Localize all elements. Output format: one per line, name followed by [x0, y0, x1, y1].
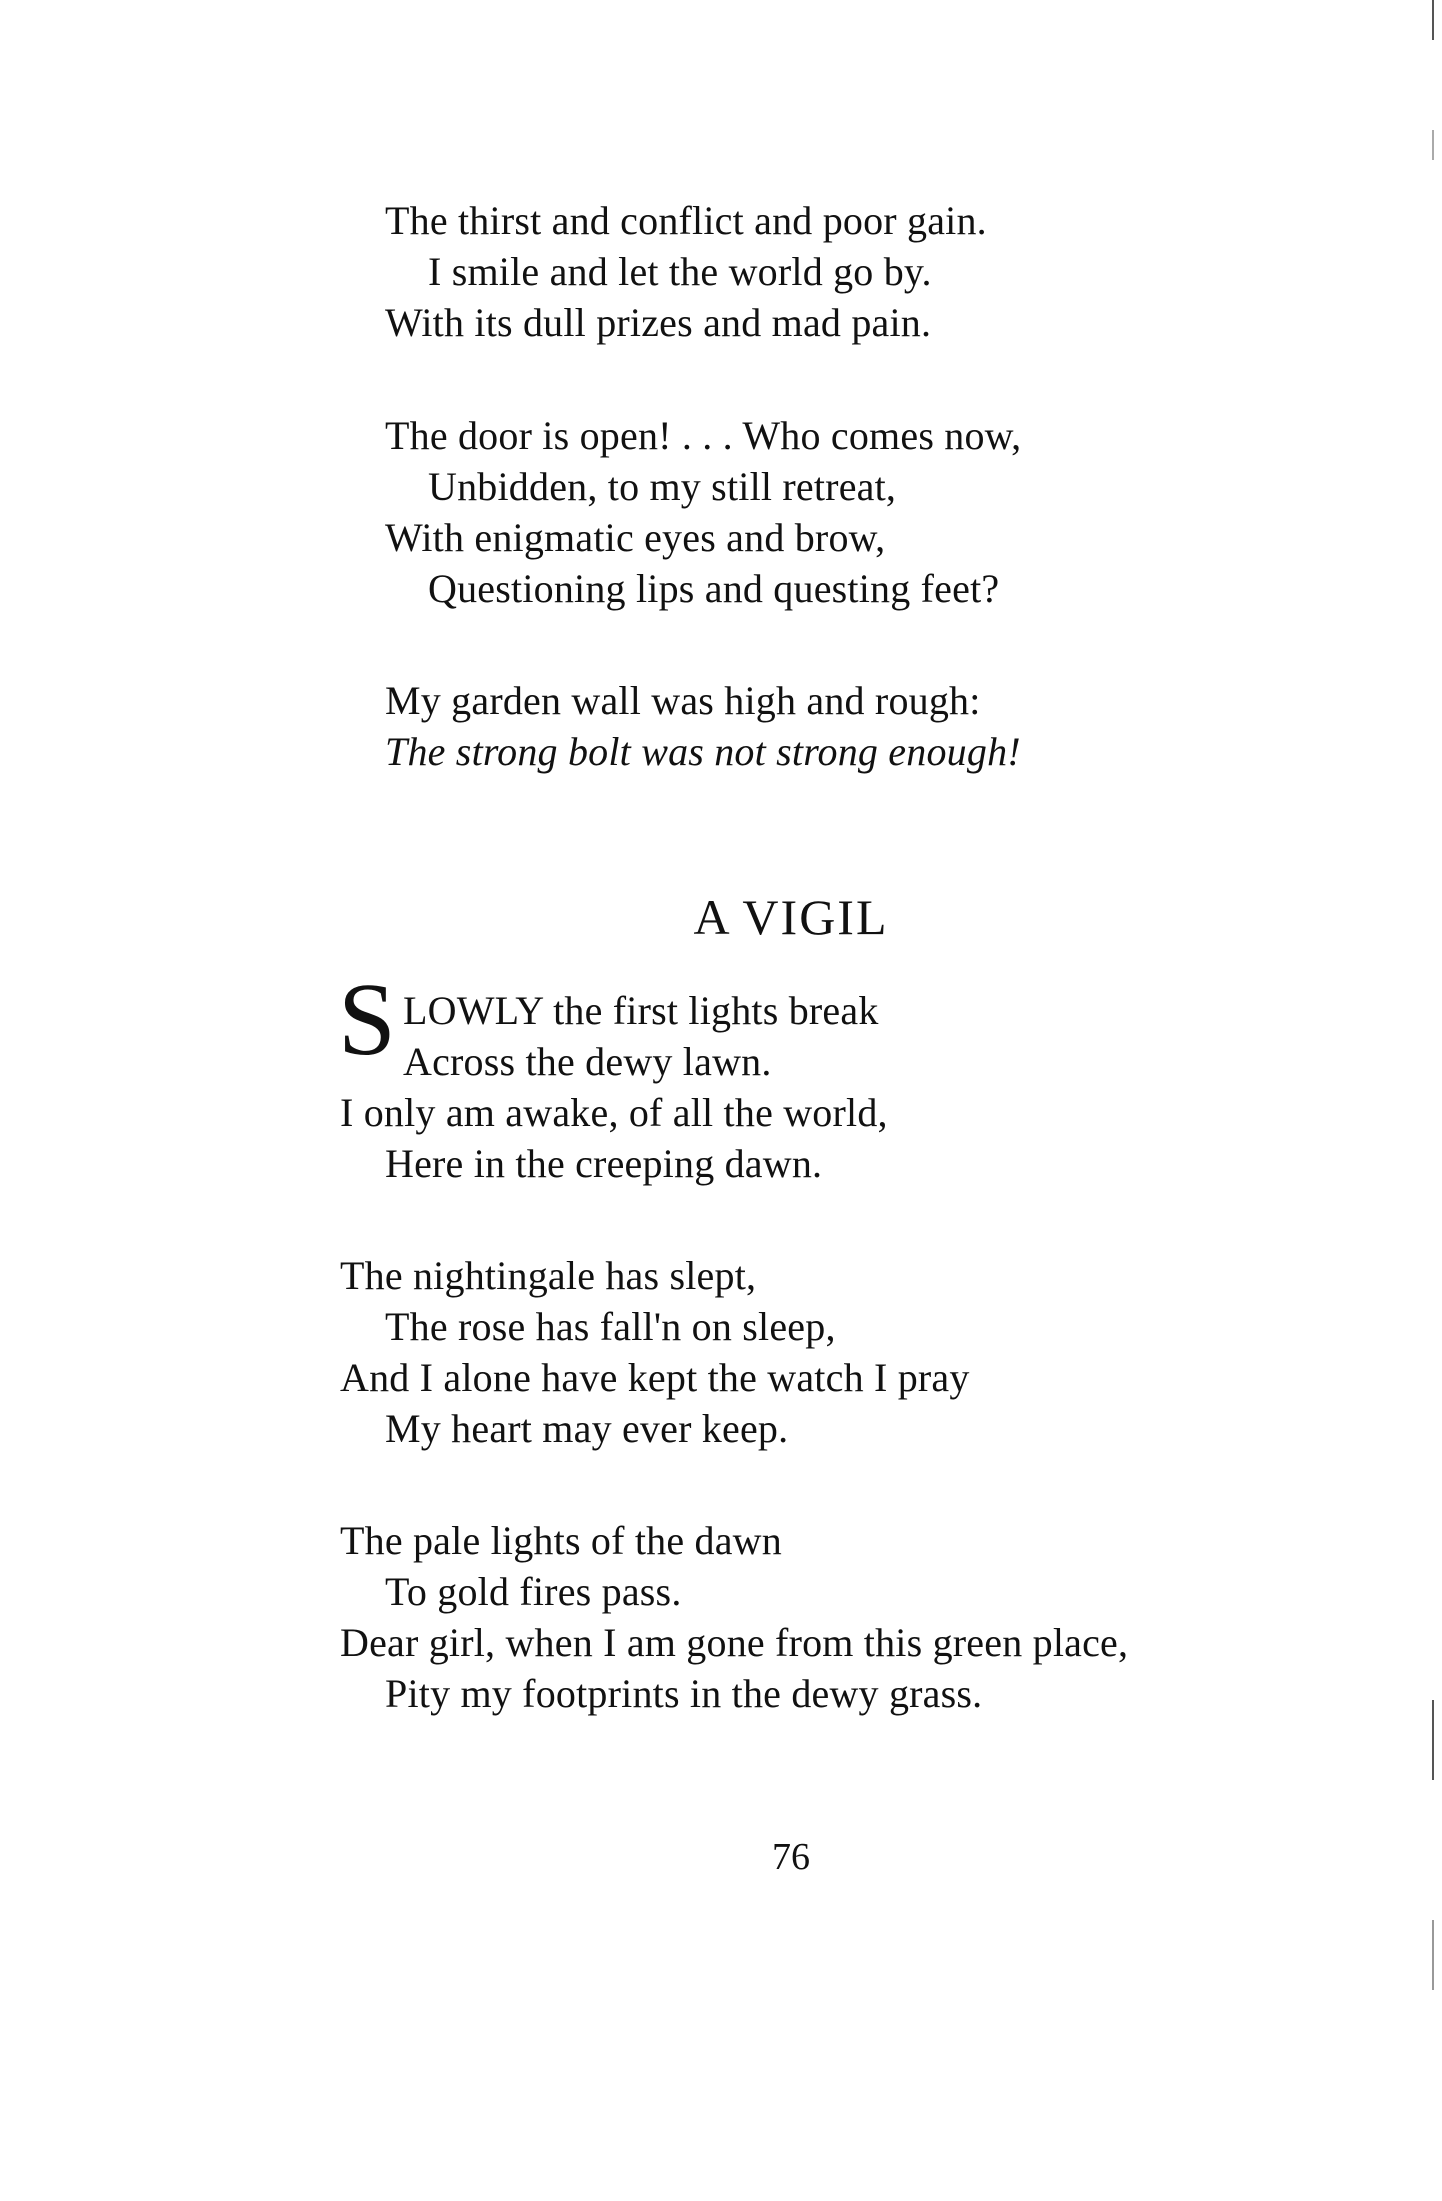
verse-line: LOWLY the first lights break: [403, 988, 879, 1033]
scan-edge-mark: [1432, 1920, 1434, 1990]
verse-line-italic: The strong bolt was not strong enough!: [385, 729, 1021, 774]
verse-line: Dear girl, when I am gone from this green place,: [340, 1620, 1129, 1665]
drop-cap: S: [338, 962, 396, 1077]
page-number: 76: [772, 1836, 810, 1878]
verse-line: The pale lights of the dawn: [340, 1518, 782, 1563]
verse-line: Unbidden, to my still retreat,: [428, 464, 897, 509]
verse-line: With enigmatic eyes and brow,: [385, 515, 886, 560]
scan-edge-mark: [1432, 130, 1434, 160]
scan-edge-mark: [1432, 0, 1434, 40]
verse-line: My heart may ever keep.: [385, 1406, 789, 1451]
verse-line: Questioning lips and questing feet?: [428, 566, 1000, 611]
verse-line: Pity my footprints in the dewy grass.: [385, 1671, 983, 1716]
verse-line: The thirst and conflict and poor gain.: [385, 198, 987, 243]
verse-line: My garden wall was high and rough:: [385, 678, 981, 723]
verse-line: Here in the creeping dawn.: [385, 1141, 823, 1186]
verse-line: I only am awake, of all the world,: [340, 1090, 888, 1135]
verse-line: The rose has fall'n on sleep,: [385, 1304, 836, 1349]
verse-line: Across the dewy lawn.: [403, 1039, 772, 1084]
verse-line: I smile and let the world go by.: [428, 249, 932, 294]
verse-line: The door is open! . . . Who comes now,: [385, 413, 1022, 458]
verse-line: And I alone have kept the watch I pray: [340, 1355, 970, 1400]
poem-title: A VIGIL: [693, 889, 889, 945]
scan-edge-mark: [1432, 1700, 1434, 1780]
verse-line: With its dull prizes and mad pain.: [385, 300, 932, 345]
verse-line: To gold fires pass.: [385, 1569, 682, 1614]
verse-line: The nightingale has slept,: [340, 1253, 757, 1298]
